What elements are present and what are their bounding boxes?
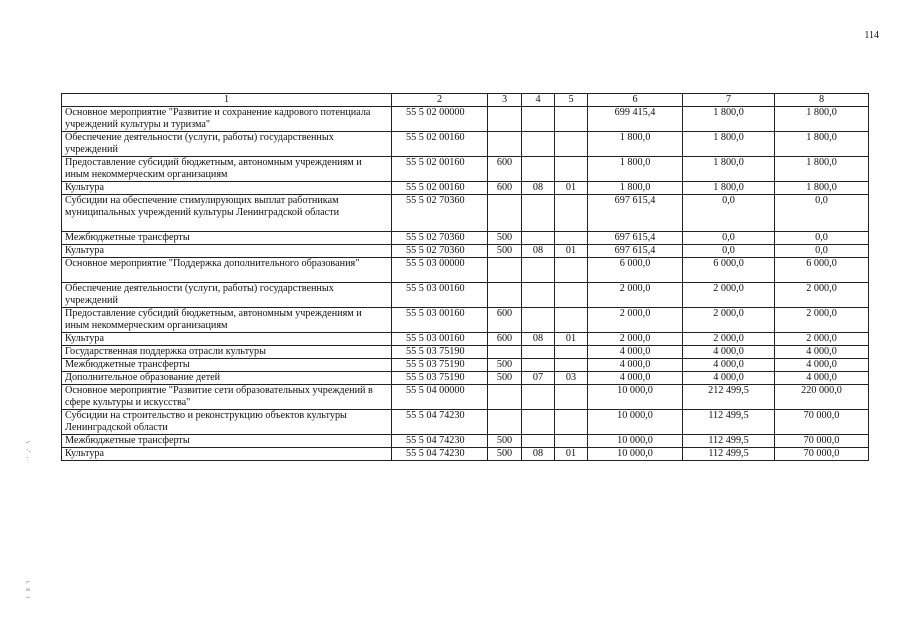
row-name: Культура [62, 182, 392, 195]
row-name: Предоставление субсидий бюджетным, автономным учреждениям и иным некоммерческим организациям [62, 157, 392, 182]
row-name: Предоставление субсидий бюджетным, автономным учреждениям и иным некоммерческим организациям [62, 308, 392, 333]
row-code: 55 5 04 00000 [392, 385, 488, 410]
row-name: Субсидии на строительство и реконструкцию объектов культуры Ленинградской области [62, 410, 392, 435]
row-col4 [522, 258, 555, 283]
row-col3 [488, 410, 522, 435]
row-col4 [522, 157, 555, 182]
row-name: Межбюджетные трансферты [62, 435, 392, 448]
header-row [62, 94, 869, 107]
row-col3: 600 [488, 308, 522, 333]
row-col4 [522, 346, 555, 359]
row-value-7: 1 800,0 [683, 132, 775, 157]
row-value-7: 4 000,0 [683, 346, 775, 359]
row-col3: 500 [488, 372, 522, 385]
row-col5 [555, 258, 588, 283]
row-value-7: 1 800,0 [683, 107, 775, 132]
row-value-6: 1 800,0 [588, 132, 683, 157]
row-name: Обеспечение деятельности (услуги, работы) государственных учреждений [62, 283, 392, 308]
row-value-6: 2 000,0 [588, 283, 683, 308]
table-row [62, 195, 869, 232]
row-col3 [488, 132, 522, 157]
table-row [62, 182, 869, 195]
row-value-7: 4 000,0 [683, 372, 775, 385]
row-value-6: 4 000,0 [588, 359, 683, 372]
row-code: 55 5 03 75190 [392, 372, 488, 385]
row-value-7: 212 499,5 [683, 385, 775, 410]
row-name: Государственная поддержка отрасли культуры [62, 346, 392, 359]
table-row [62, 372, 869, 385]
row-col5: 03 [555, 372, 588, 385]
row-col5 [555, 195, 588, 232]
row-name: Дополнительное образование детей [62, 372, 392, 385]
row-col4 [522, 410, 555, 435]
row-col4: 08 [522, 245, 555, 258]
row-col4 [522, 195, 555, 232]
row-col5 [555, 346, 588, 359]
row-col5 [555, 157, 588, 182]
table-row [62, 245, 869, 258]
row-value-6: 10 000,0 [588, 385, 683, 410]
row-col4: 08 [522, 182, 555, 195]
row-col4: 08 [522, 333, 555, 346]
row-col3: 500 [488, 448, 522, 461]
row-value-6: 4 000,0 [588, 346, 683, 359]
row-value-8: 1 800,0 [775, 157, 869, 182]
table-row [62, 410, 869, 435]
row-col5 [555, 107, 588, 132]
header-cell: 4 [522, 94, 555, 107]
row-name: Межбюджетные трансферты [62, 232, 392, 245]
row-col3 [488, 107, 522, 132]
table-row [62, 157, 869, 182]
row-value-7: 112 499,5 [683, 435, 775, 448]
row-col3: 600 [488, 333, 522, 346]
row-name: Культура [62, 245, 392, 258]
header-cell: 5 [555, 94, 588, 107]
row-value-7: 1 800,0 [683, 157, 775, 182]
header-cell: 7 [683, 94, 775, 107]
row-value-8: 6 000,0 [775, 258, 869, 283]
row-code: 55 5 02 70360 [392, 232, 488, 245]
row-col3 [488, 283, 522, 308]
row-col4 [522, 232, 555, 245]
table-row [62, 308, 869, 333]
row-code: 55 5 02 00160 [392, 132, 488, 157]
table-row [62, 283, 869, 308]
row-col4: 08 [522, 448, 555, 461]
row-value-7: 112 499,5 [683, 448, 775, 461]
row-name: Межбюджетные трансферты [62, 359, 392, 372]
row-col5: 01 [555, 448, 588, 461]
row-code: 55 5 02 00160 [392, 182, 488, 195]
row-value-6: 697 615,4 [588, 195, 683, 232]
row-value-6: 697 615,4 [588, 232, 683, 245]
row-col3 [488, 346, 522, 359]
row-col5 [555, 435, 588, 448]
row-name: Основное мероприятие "Поддержка дополнительного образования" [62, 258, 392, 283]
header-cell: 3 [488, 94, 522, 107]
row-col5: 01 [555, 333, 588, 346]
row-col3: 500 [488, 232, 522, 245]
row-value-8: 70 000,0 [775, 435, 869, 448]
budget-table [61, 93, 869, 461]
row-col4 [522, 283, 555, 308]
row-value-6: 10 000,0 [588, 435, 683, 448]
table-row [62, 385, 869, 410]
row-value-8: 0,0 [775, 195, 869, 232]
row-col5 [555, 410, 588, 435]
row-code: 55 5 03 00160 [392, 283, 488, 308]
row-value-6: 697 615,4 [588, 245, 683, 258]
row-col3 [488, 195, 522, 232]
row-col4: 07 [522, 372, 555, 385]
row-col4 [522, 359, 555, 372]
row-col4 [522, 132, 555, 157]
row-col5 [555, 283, 588, 308]
table-row [62, 258, 869, 283]
row-value-8: 1 800,0 [775, 132, 869, 157]
row-value-6: 1 800,0 [588, 182, 683, 195]
row-value-7: 2 000,0 [683, 333, 775, 346]
row-value-6: 10 000,0 [588, 410, 683, 435]
row-col3: 500 [488, 245, 522, 258]
row-name: Культура [62, 333, 392, 346]
row-value-7: 112 499,5 [683, 410, 775, 435]
row-value-8: 1 800,0 [775, 107, 869, 132]
row-name: Основное мероприятие "Развитие и сохранение кадрового потенциала учреждений культуры и туризма" [62, 107, 392, 132]
row-value-8: 220 000,0 [775, 385, 869, 410]
row-col3: 600 [488, 182, 522, 195]
row-code: 55 5 03 00160 [392, 333, 488, 346]
margin-mark: ⌐ ≈ ~ [26, 578, 30, 602]
row-value-8: 2 000,0 [775, 333, 869, 346]
row-name: Субсидии на обеспечение стимулирующих выплат работникам муниципальных учреждений культуры Ленинградской области [62, 195, 392, 232]
row-code: 55 5 02 70360 [392, 245, 488, 258]
row-col3: 600 [488, 157, 522, 182]
row-col5: 01 [555, 182, 588, 195]
table-row [62, 346, 869, 359]
row-col5 [555, 385, 588, 410]
row-col5: 01 [555, 245, 588, 258]
row-value-7: 1 800,0 [683, 182, 775, 195]
table-row [62, 132, 869, 157]
row-value-8: 0,0 [775, 245, 869, 258]
row-value-8: 4 000,0 [775, 359, 869, 372]
header-cell: 1 [62, 94, 392, 107]
row-value-6: 2 000,0 [588, 308, 683, 333]
row-value-8: 4 000,0 [775, 346, 869, 359]
row-code: 55 5 04 74230 [392, 410, 488, 435]
row-value-7: 0,0 [683, 195, 775, 232]
margin-mark: -· ·. · [26, 438, 31, 462]
row-value-8: 1 800,0 [775, 182, 869, 195]
row-value-8: 70 000,0 [775, 448, 869, 461]
row-value-6: 1 800,0 [588, 157, 683, 182]
row-col5 [555, 132, 588, 157]
row-value-6: 10 000,0 [588, 448, 683, 461]
row-col5 [555, 359, 588, 372]
row-col3: 500 [488, 359, 522, 372]
table-row [62, 435, 869, 448]
row-code: 55 5 02 00000 [392, 107, 488, 132]
row-value-8: 0,0 [775, 232, 869, 245]
table-row [62, 107, 869, 132]
row-value-7: 0,0 [683, 232, 775, 245]
row-code: 55 5 03 00000 [392, 258, 488, 283]
row-col5 [555, 232, 588, 245]
row-value-6: 2 000,0 [588, 333, 683, 346]
row-value-6: 699 415,4 [588, 107, 683, 132]
row-name: Культура [62, 448, 392, 461]
row-name: Основное мероприятие "Развитие сети образовательных учреждений в сфере культуры и искусства" [62, 385, 392, 410]
row-code: 55 5 02 00160 [392, 157, 488, 182]
row-col3 [488, 385, 522, 410]
row-code: 55 5 03 75190 [392, 346, 488, 359]
row-code: 55 5 02 70360 [392, 195, 488, 232]
row-col3: 500 [488, 435, 522, 448]
table-row [62, 448, 869, 461]
row-value-6: 6 000,0 [588, 258, 683, 283]
row-value-7: 0,0 [683, 245, 775, 258]
row-code: 55 5 04 74230 [392, 435, 488, 448]
row-code: 55 5 03 00160 [392, 308, 488, 333]
table-row [62, 232, 869, 245]
row-value-8: 70 000,0 [775, 410, 869, 435]
row-col4 [522, 107, 555, 132]
row-code: 55 5 03 75190 [392, 359, 488, 372]
row-col4 [522, 385, 555, 410]
header-cell: 8 [775, 94, 869, 107]
row-col4 [522, 308, 555, 333]
row-code: 55 5 04 74230 [392, 448, 488, 461]
page-number: 114 [864, 30, 879, 41]
row-value-7: 4 000,0 [683, 359, 775, 372]
header-cell: 6 [588, 94, 683, 107]
row-col3 [488, 258, 522, 283]
table-row [62, 333, 869, 346]
row-name: Обеспечение деятельности (услуги, работы) государственных учреждений [62, 132, 392, 157]
row-col4 [522, 435, 555, 448]
row-value-7: 2 000,0 [683, 283, 775, 308]
row-value-8: 4 000,0 [775, 372, 869, 385]
row-value-7: 6 000,0 [683, 258, 775, 283]
row-value-8: 2 000,0 [775, 283, 869, 308]
row-col5 [555, 308, 588, 333]
row-value-6: 4 000,0 [588, 372, 683, 385]
table-row [62, 359, 869, 372]
header-cell: 2 [392, 94, 488, 107]
row-value-8: 2 000,0 [775, 308, 869, 333]
row-value-7: 2 000,0 [683, 308, 775, 333]
